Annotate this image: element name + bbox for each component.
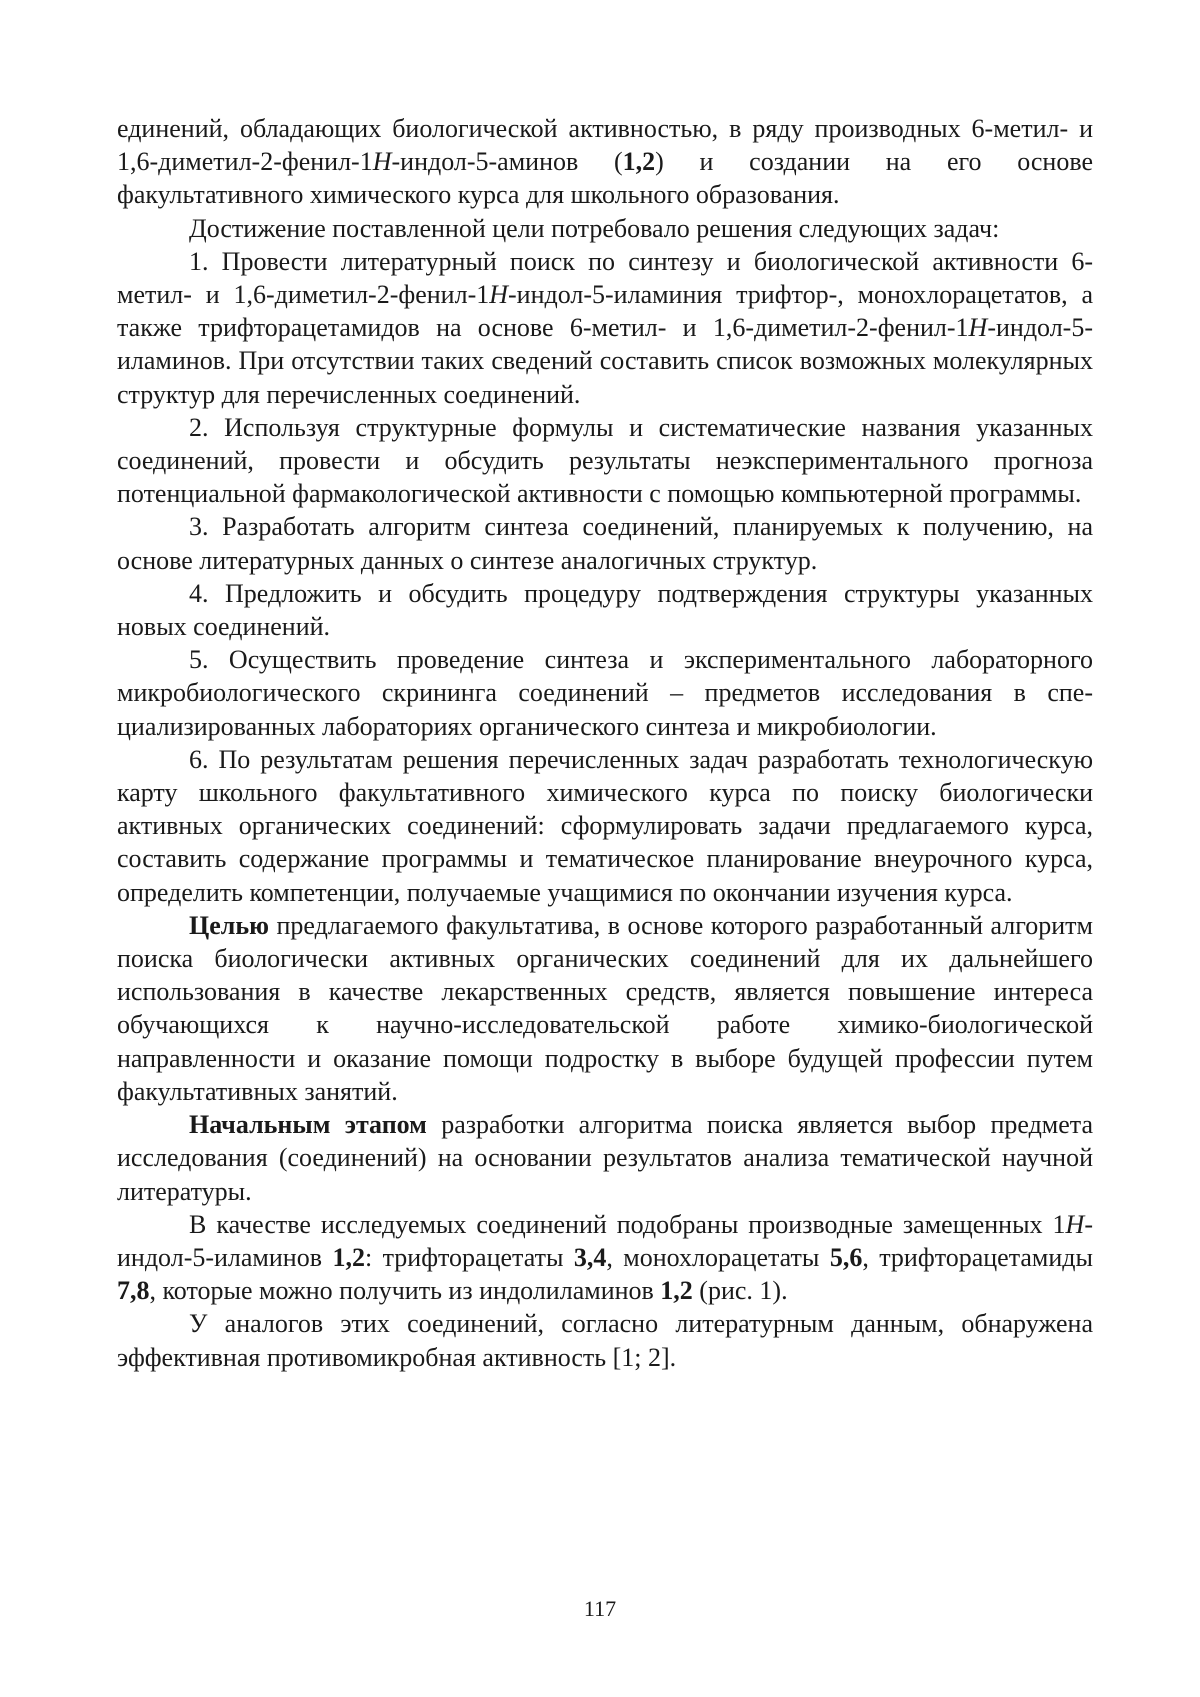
- text-run: 1. Провести литературный поиск по синтезу и биологической активности 6-метил- и 1,6-диметил-2-фенил-1: [117, 246, 1093, 310]
- paragraph: [117, 1307, 1093, 1373]
- text-run: , трифторацетамиды: [862, 1242, 1093, 1272]
- paragraph: [117, 245, 1093, 411]
- text-run: 5. Осуществить проведение синтеза и экспериментального лабораторного микробиологического скрининга соединений – предметов исследования в специализированных лабораториях органического синтеза и микробиологии.: [117, 645, 1093, 741]
- text-run: Достижение поставленной цели потребовало решения следующих задач:: [189, 213, 1000, 243]
- paragraph: [117, 411, 1093, 511]
- text-run: ) и создании на его основе факультативного химического курса для школьного образования.: [117, 147, 1094, 210]
- text-run: -индол-5-иламиния трифтор-, монохлорацетатов, а также трифторацетамидов на основе 6-метил- и 1,6-диметил-2-фенил-1: [117, 280, 1094, 343]
- paragraph: [117, 909, 1093, 1108]
- bold-text: 1,2: [660, 1276, 693, 1306]
- italic-text: H: [968, 313, 988, 343]
- text-run: (рис. 1).: [692, 1276, 788, 1306]
- bold-text: 3,4: [573, 1242, 607, 1272]
- page-number: 117: [583, 1596, 617, 1621]
- italic-text: H: [489, 280, 509, 310]
- text-run: , монохлорацетаты: [606, 1242, 830, 1272]
- italic-text: H: [372, 147, 392, 177]
- text-run: , которые можно получить из индолиламинов: [149, 1276, 661, 1306]
- italic-text: H: [1065, 1209, 1085, 1239]
- text-run: -индол-5-иламинов: [117, 1209, 1093, 1272]
- text-run: 3. Разработать алгоритм синтеза соединений, планируемых к получению, на основе литературных данных о синтезе аналогичных структур.: [117, 512, 1093, 575]
- page-body: [117, 112, 1093, 1374]
- paragraph: [117, 1108, 1093, 1208]
- bold-text: Целью: [189, 910, 269, 940]
- text-run: 6. По результатам решения перечисленных задач разработать технологическую карту школьного факультативного химического курса по поиску биологически активных органических соединений: сформулировать задачи предлагаемого курса, составить содержание программы и тематическое планирование внеурочного курса, определить компетенции, получаемые учащимися по окончании изучения курса.: [117, 744, 1093, 907]
- paragraph: [117, 112, 1093, 212]
- text-run: : трифторацетаты: [364, 1242, 574, 1272]
- text-run: единений, обладающих биологической активностью, в ряду производных 6-метил- и 1,6-диметил-2-фенил-1: [117, 114, 1093, 177]
- bold-text: 1,2: [622, 147, 656, 177]
- bold-text: Начальным этапом: [189, 1110, 427, 1140]
- paragraph: [117, 643, 1093, 743]
- text-run: -индол-5-аминов (: [391, 147, 623, 177]
- paragraph: [117, 510, 1093, 576]
- paragraph: [117, 743, 1093, 909]
- bold-text: 7,8: [117, 1276, 150, 1306]
- text-run: разработки алгоритма поиска является выбор предмета исследования (соединений) на основании результатов анализа тематической научной литературы.: [117, 1110, 1094, 1206]
- text-run: В качестве исследуемых соединений подобраны производные замещенных 1: [189, 1209, 1066, 1239]
- bold-text: 5,6: [829, 1242, 863, 1272]
- text-run: предлагаемого факультатива, в основе которого разработанный алгоритм поиска биологически активных органических соединений для их дальнейшего использования в качестве лекарственных средств, является повышение интереса обучающихся к научно-исследовательской работе химико-биологической направленности и оказание помощи подростку в выборе будущей профессии путем факультативных занятий.: [117, 910, 1093, 1106]
- bold-text: 1,2: [332, 1242, 365, 1272]
- paragraph: [117, 577, 1093, 643]
- text-run: 4. Предложить и обсудить процедуру подтверждения структуры указанных новых соединений.: [117, 578, 1093, 642]
- paragraph: [117, 212, 1093, 245]
- text-run: -индол-5-иламинов. При отсутствии таких сведений составить список возможных молекулярных структур для перечисленных соединений.: [117, 313, 1093, 409]
- text-run: 2. Используя структурные формулы и систематические названия указанных соединений, провести и обсудить результаты неэкспериментального прогноза потенциальной фармакологической активности с помощью компьютерной программы.: [117, 412, 1093, 509]
- text-run: У аналогов этих соединений, согласно литературным данным, обнаружена эффективная противомикробная активность [1; 2].: [117, 1309, 1093, 1372]
- paragraph: [117, 1208, 1093, 1308]
